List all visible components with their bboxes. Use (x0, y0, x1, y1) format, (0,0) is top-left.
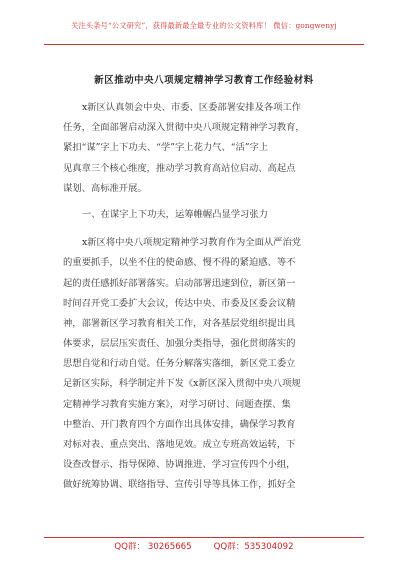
text-line: x新区认真领会中央、市委、区委部署安排及各项工作 (82, 102, 302, 113)
text-line: 足新区实际，科学制定并下发《x新区深入贯彻中央八项规 (63, 378, 301, 390)
text-line: 时间召开党工委扩大会议，传达中央、市委及区委会议精 (63, 297, 296, 309)
text-line: 设查改督示、指导保障、协调推进、学习宣传四个小组， (63, 459, 296, 471)
text-line: x新区将中央八项规定精神学习教育作为全面从严治党 (82, 237, 302, 249)
paragraph-section-1 (63, 233, 347, 495)
text-line: 对标对表、重点突出、落地见效。成立专班高效运转，下 (63, 439, 296, 451)
text-line: 的重要抓手，以坐不住的使命感、慢不得的紧迫感、等不 (63, 257, 296, 269)
text-line: 做好统筹协调、联络指导、宣传引导等具体工作，抓好全 (63, 479, 296, 491)
text-line: 任务，全面部署启动深入贯彻中央八项规定精神学习教育， (63, 122, 305, 134)
text-line: 起的责任感抓好部署落实。启动部署迅速到位，新区第一 (63, 277, 296, 289)
footer-qq-group-1: QQ群： 30265665 (114, 542, 192, 552)
document-body (63, 98, 347, 496)
text-line: 紧扣“谋”字上下功夫、“学”字上花力气、“活”字上 (63, 142, 269, 154)
footer (44, 537, 364, 553)
text-line: 中整治、开门教育四个方面作出具体安排，确保学习教育 (63, 418, 296, 430)
paragraph-intro (63, 98, 347, 199)
footer-divider (44, 537, 364, 538)
text-line: 定精神学习教育实施方案》，对学习研讨、问题查摆、集 (63, 398, 291, 410)
header-divider (44, 44, 364, 45)
section-heading-1: 一、在谋字上下功夫，运筹帷幄凸显学习张力 (82, 208, 268, 220)
text-line: 谋划、高标准开展。 (63, 182, 147, 194)
text-line: 神，部署新区学习教育相关工作，对各基层党组织提出具 (63, 317, 296, 329)
header-banner: 关注头条号“公文研究”，获得最新最全最专业的公文资料库！ 微信：gongwenyj (71, 21, 337, 30)
text-line: 见真章三个核心维度，推动学习教育高站位启动、高起点 (63, 162, 296, 174)
document-title: 新区推动中央八项规定精神学习教育工作经验材料 (94, 75, 314, 86)
footer-qq-group-2: QQ群：535304092 (213, 542, 294, 552)
footer-contact (44, 540, 364, 552)
text-line: 思想自觉和行动自觉。任务分解落实落细，新区党工委立 (63, 358, 296, 370)
text-line: 体要求，层层压实责任、加强分类指导，强化贯彻落实的 (63, 338, 296, 350)
